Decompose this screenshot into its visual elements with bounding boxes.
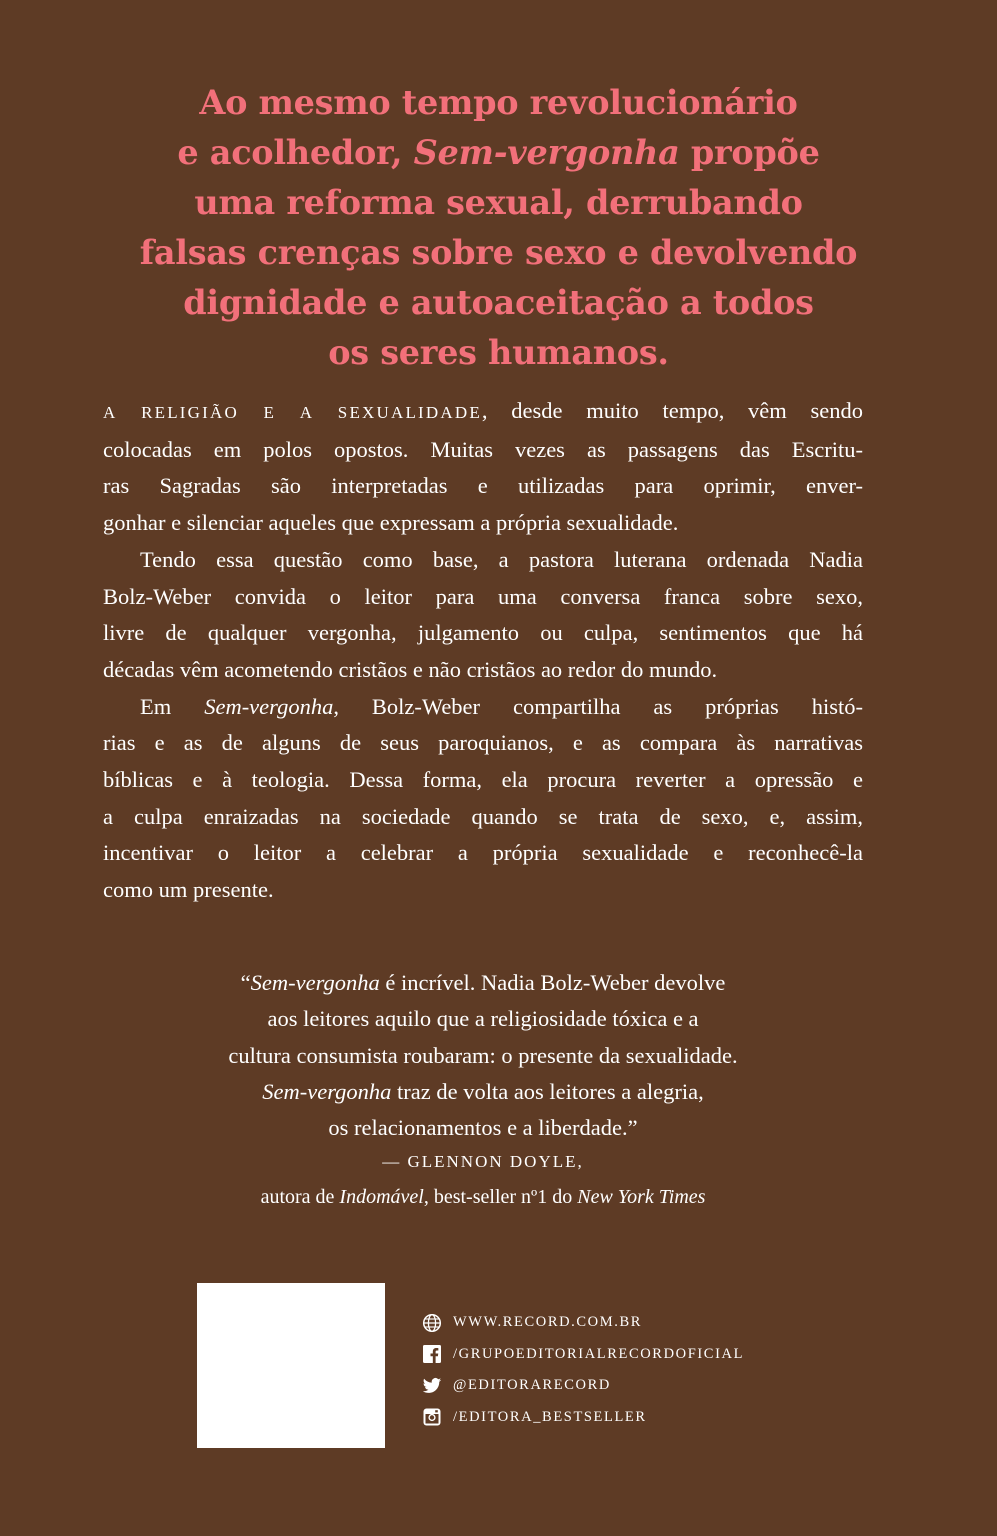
- headline-line: uma reforma sexual, derrubando: [194, 183, 803, 222]
- synopsis-line: [103, 689, 863, 726]
- blurb-quote: [103, 965, 863, 1213]
- book-title: Indomável: [339, 1185, 424, 1208]
- publisher-contacts: [422, 1307, 744, 1433]
- quote-author-credentials: [103, 1181, 863, 1213]
- synopsis-line: ras Sagradas são interpretadas e utilizadas para oprimir, enver-: [103, 473, 863, 499]
- synopsis-line: livre de qualquer vergonha, julgamento ou culpa, sentimentos que há: [103, 620, 863, 646]
- synopsis-line: colocadas em polos opostos. Muitas vezes as passagens das Escritu-: [103, 436, 863, 462]
- synopsis-line: rias e as de alguns de seus paroquianos, e as compara às narrativas: [103, 730, 863, 756]
- book-title: Sem-vergonha: [250, 970, 380, 995]
- quote-line: [103, 965, 863, 1001]
- book-title: Sem-vergonha: [413, 133, 680, 172]
- twitter-icon: [422, 1376, 442, 1396]
- contact-text: /GRUPOEDITORIALRECORDOFICIAL: [453, 1345, 745, 1362]
- headline-line: dignidade e autoaceitação a todos: [183, 283, 814, 322]
- quote-author: — GLENNON DOYLE,: [382, 1152, 584, 1172]
- synopsis-line: décadas vêm acometendo cristãos e não cristãos ao redor do mundo.: [103, 656, 718, 682]
- book-title: Sem-vergonha: [262, 1078, 392, 1104]
- headline-line: falsas crenças sobre sexo e devolvendo: [139, 233, 858, 272]
- synopsis-line: gonhar e silenciar aqueles que expressam a própria sexualidade.: [103, 510, 679, 536]
- facebook-link[interactable]: [422, 1339, 744, 1371]
- book-title: Sem-vergonha: [204, 693, 334, 719]
- contact-text: WWW.RECORD.COM.BR: [453, 1314, 642, 1331]
- synopsis-line: [103, 393, 863, 432]
- facebook-icon: [422, 1344, 442, 1364]
- instagram-link[interactable]: [422, 1402, 744, 1434]
- headline: [90, 78, 907, 378]
- headline-line: Ao mesmo tempo revolucionário: [199, 83, 798, 122]
- synopsis: [103, 393, 863, 909]
- twitter-link[interactable]: [422, 1370, 744, 1402]
- credential-text: autora de: [260, 1185, 340, 1208]
- synopsis-line: Tendo essa questão como base, a pastora luterana ordenada Nadia: [140, 546, 863, 572]
- headline-line: os seres humanos.: [328, 333, 669, 372]
- quote-line: cultura consumista roubaram: o presente da sexualidade.: [228, 1042, 738, 1068]
- instagram-icon: [422, 1407, 442, 1427]
- publication-title: New York Times: [577, 1185, 706, 1208]
- headline-line: [90, 128, 907, 178]
- lead-in-smallcaps: A RELIGIÃO E A SEXUALIDADE: [103, 403, 482, 422]
- headline-text: e acolhedor,: [177, 133, 414, 172]
- quote-text: “: [240, 970, 251, 995]
- globe-icon: [422, 1313, 442, 1333]
- synopsis-line: a culpa enraizadas na sociedade quando se trata de sexo, e, assim,: [103, 803, 863, 829]
- website-link[interactable]: [422, 1307, 744, 1339]
- quote-text: é incrível. Nadia Bolz-Weber devolve: [379, 970, 726, 995]
- quote-line: aos leitores aquilo que a religiosidade tóxica e a: [267, 1006, 699, 1032]
- synopsis-text: , Bolz-Weber compartilha as próprias histó-: [333, 693, 863, 719]
- headline-text: propõe: [679, 133, 820, 172]
- quote-line: os relacionamentos e a liberdade.”: [328, 1115, 638, 1141]
- barcode-area: [197, 1283, 385, 1448]
- synopsis-line: incentivar o leitor a celebrar a própria sexualidade e reconhecê-la: [103, 840, 863, 866]
- synopsis-text: , desde muito tempo, vêm sendo: [481, 398, 864, 423]
- contact-text: /EDITORA_BESTSELLER: [453, 1408, 647, 1425]
- quote-line: [103, 1074, 863, 1110]
- synopsis-line: Bolz-Weber convida o leitor para uma conversa franca sobre sexo,: [103, 583, 863, 609]
- quote-text: traz de volta aos leitores a alegria,: [391, 1078, 704, 1104]
- credential-text: , best-seller nº1 do: [423, 1185, 578, 1208]
- synopsis-text: Em: [140, 693, 205, 719]
- synopsis-line: como um presente.: [103, 877, 274, 903]
- contact-text: @EDITORARECORD: [453, 1377, 611, 1394]
- synopsis-line: bíblicas e à teologia. Dessa forma, ela procura reverter a opressão e: [103, 767, 863, 793]
